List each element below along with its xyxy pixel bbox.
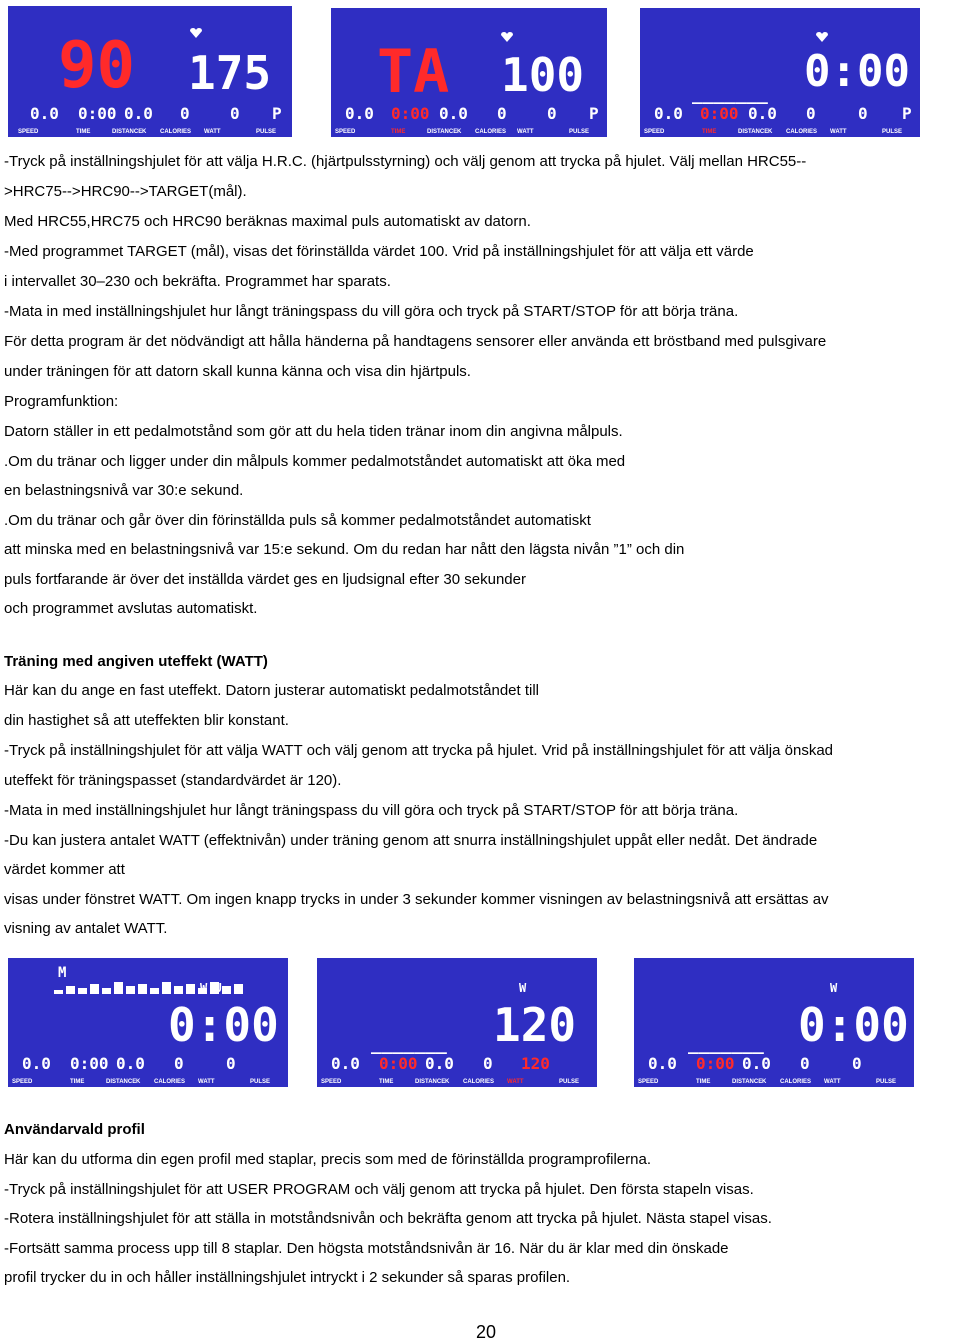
- body-line: Programfunktion:: [4, 393, 119, 410]
- speed-label: SPEED: [12, 1079, 33, 1085]
- lcd-panel-target: [331, 8, 607, 137]
- speed-label: SPEED: [644, 129, 665, 135]
- body-line: Här kan du ange en fast uteffekt. Datorn justerar automatiskt pedalmotståndet till: [4, 682, 540, 699]
- speed-label: SPEED: [321, 1079, 342, 1085]
- watt-label: WATT: [830, 129, 847, 135]
- lcd-panel-user-program: [8, 958, 288, 1087]
- time-label: TIME: [391, 129, 406, 135]
- panel-right-value: 0:00: [804, 46, 910, 97]
- watt-label: WATT: [507, 1079, 524, 1085]
- k-label: K: [762, 1079, 767, 1085]
- body-line: din hastighet så att uteffekten blir konstant.: [4, 712, 289, 729]
- time-value: 0:00: [78, 104, 117, 123]
- body-line: -Tryck på inställningshjulet för att välja WATT och välj genom att trycka på hjulet. Vrid på inställningshjulet för att välja önskad: [4, 742, 833, 759]
- section-heading: Träning med angiven uteffekt (WATT): [4, 653, 268, 670]
- distance-label: DISTANCE: [415, 1079, 446, 1085]
- body-line: -Mata in med inställningshjulet hur långt träningspass du vill göra och tryck på START/STOP för att börja träna.: [4, 802, 739, 819]
- k-label: K: [445, 1079, 450, 1085]
- distance-label: DISTANCE: [427, 129, 458, 135]
- panel-big-value: 0:00: [168, 998, 279, 1052]
- time-value: 0:00: [70, 1054, 109, 1073]
- watt-value: 0: [230, 104, 240, 123]
- speed-value: 0.0: [345, 104, 374, 123]
- speed-value: 0.0: [648, 1054, 677, 1073]
- time-label: TIME: [379, 1079, 394, 1085]
- pulse-label: PULSE: [559, 1079, 580, 1085]
- time-label: TIME: [70, 1079, 85, 1085]
- watt-value: 120: [521, 1054, 550, 1073]
- calories-label: CALORIES: [786, 129, 818, 135]
- distance-value: 0.0: [124, 104, 153, 123]
- body-line: puls fortfarande är över det inställda värdet ges en ljudsignal efter 30 sekunder: [4, 571, 526, 588]
- level-dashes: _______: [371, 1034, 447, 1055]
- time-value: 0:00: [700, 104, 739, 123]
- pulse-value: P: [902, 104, 912, 123]
- body-line: >HRC75-->HRC90-->TARGET(mål).: [4, 183, 247, 200]
- speed-label: SPEED: [638, 1079, 659, 1085]
- level-dashes: _______: [692, 84, 768, 105]
- distance-value: 0.0: [116, 1054, 145, 1073]
- pulse-label: PULSE: [250, 1079, 271, 1085]
- body-line: .Om du tränar och går över din förinställda puls så kommer pedalmotståndet automatiskt: [4, 512, 591, 529]
- distance-label: DISTANCE: [112, 129, 143, 135]
- body-line: visning av antalet WATT.: [4, 920, 168, 937]
- watt-value: 0: [547, 104, 557, 123]
- distance-value: 0.0: [742, 1054, 771, 1073]
- body-line: -Tryck på inställningshjulet för att USER PROGRAM och välj genom att trycka på hjulet. Den första stapeln visas.: [4, 1181, 754, 1198]
- body-line: -Du kan justera antalet WATT (effektnivån) under träning genom att snurra inställningshjulet uppåt eller nedåt. Det ändrade: [4, 832, 818, 849]
- distance-label: DISTANCE: [738, 129, 769, 135]
- body-line: i intervallet 30–230 och bekräfta. Programmet har sparats.: [4, 273, 391, 290]
- body-line: .Om du tränar och ligger under din målpuls kommer pedalmotståndet automatiskt att öka med: [4, 453, 626, 470]
- calories-label: CALORIES: [463, 1079, 495, 1085]
- calories-label: CALORIES: [154, 1079, 186, 1085]
- body-line: att minska med en belastningsnivå var 15:e sekund. Om du redan har nått den lägsta nivån ”1” och din: [4, 541, 685, 558]
- calories-value: 0: [174, 1054, 184, 1073]
- page-number: 20: [476, 1322, 497, 1342]
- body-line: För detta program är det nödvändigt att hålla händerna på handtagens sensorer eller använda ett bröstband med pulsgivare: [4, 333, 827, 350]
- lcd-panel-time: [640, 8, 920, 137]
- level-dashes: _______: [688, 1034, 764, 1055]
- body-line: visas under fönstret WATT. Om ingen knapp trycks in under 3 sekunder kommer visningen av belastningsnivå att ersättas av: [4, 891, 829, 908]
- watt-value: 0: [852, 1054, 862, 1073]
- calories-label: CALORIES: [475, 129, 507, 135]
- panel-big-value: 0:00: [798, 998, 909, 1052]
- body-line: -Med programmet TARGET (mål), visas det förinställda värdet 100. Vrid på inställningshjulet för att välja ett värde: [4, 243, 754, 260]
- calories-value: 0: [180, 104, 190, 123]
- calories-value: 0: [806, 104, 816, 123]
- panel-big-value: 90: [58, 29, 136, 103]
- program-letter: M: [58, 965, 67, 981]
- distance-label: DISTANCE: [106, 1079, 137, 1085]
- panel-right-value: 100: [501, 48, 585, 102]
- body-line: under träningen för att datorn skall kunna känna och visa din hjärtpuls.: [4, 363, 471, 380]
- distance-value: 0.0: [425, 1054, 454, 1073]
- pulse-label: PULSE: [882, 129, 903, 135]
- lcd-panel-watt-time: [634, 958, 914, 1087]
- calories-value: 0: [483, 1054, 493, 1073]
- distance-value: 0.0: [748, 104, 777, 123]
- lcd-panel-hrc90: [8, 6, 292, 137]
- watt-label: WATT: [198, 1079, 215, 1085]
- mode-marks: W U: [200, 981, 222, 995]
- body-line: Här kan du utforma din egen profil med staplar, precis som med de förinställda programprofilerna.: [4, 1151, 651, 1168]
- speed-label: SPEED: [18, 129, 39, 135]
- pulse-label: PULSE: [569, 129, 590, 135]
- calories-value: 0: [800, 1054, 810, 1073]
- k-label: K: [768, 129, 773, 135]
- time-value: 0:00: [391, 104, 430, 123]
- watt-value: 0: [858, 104, 868, 123]
- speed-label: SPEED: [335, 129, 356, 135]
- calories-value: 0: [497, 104, 507, 123]
- section-heading: Användarvald profil: [4, 1121, 145, 1138]
- body-line: profil trycker du in och håller inställningshjulet intryckt i 2 sekunder så sparas profilen.: [4, 1269, 571, 1286]
- time-value: 0:00: [696, 1054, 735, 1073]
- pulse-value: P: [272, 104, 282, 123]
- k-label: K: [136, 1079, 141, 1085]
- time-label: TIME: [696, 1079, 711, 1085]
- heart-icon: [816, 32, 828, 42]
- body-line: Datorn ställer in ett pedalmotstånd som gör att du hela tiden tränar inom din angivna målpuls.: [4, 423, 623, 440]
- mode-marks: W: [830, 981, 838, 995]
- heart-icon: [190, 28, 202, 38]
- speed-value: 0.0: [22, 1054, 51, 1073]
- watt-label: WATT: [824, 1079, 841, 1085]
- distance-value: 0.0: [439, 104, 468, 123]
- calories-label: CALORIES: [160, 129, 192, 135]
- pulse-label: PULSE: [876, 1079, 897, 1085]
- body-line: -Tryck på inställningshjulet för att välja H.R.C. (hjärtpulsstyrning) och välj genom att trycka på hjulet. Välj mellan HRC55--: [4, 153, 807, 170]
- k-label: K: [457, 129, 462, 135]
- pulse-value: P: [589, 104, 599, 123]
- body-line: uteffekt för träningspasset (standardvärdet är 120).: [4, 772, 342, 789]
- time-label: TIME: [76, 129, 91, 135]
- body-line: -Rotera inställningshjulet för att ställa in motståndsnivån och bekräfta genom att trycka på hjulet. Nästa stapel visas.: [4, 1210, 772, 1227]
- speed-value: 0.0: [30, 104, 59, 123]
- body-line: en belastningsnivå var 30:e sekund.: [4, 482, 244, 499]
- panel-right-value: 175: [188, 46, 272, 100]
- lcd-panel-watt-set: [317, 958, 597, 1087]
- body-line: Med HRC55,HRC75 och HRC90 beräknas maximal puls automatiskt av datorn.: [4, 213, 531, 230]
- time-value: 0:00: [379, 1054, 418, 1073]
- body-line: värdet kommer att: [4, 861, 125, 878]
- watt-value: 0: [226, 1054, 236, 1073]
- body-line: och programmet avslutas automatiskt.: [4, 600, 258, 617]
- body-line: -Mata in med inställningshjulet hur långt träningspass du vill göra och tryck på START/STOP för att börja träna.: [4, 303, 739, 320]
- heart-icon: [501, 32, 513, 42]
- speed-value: 0.0: [331, 1054, 360, 1073]
- panel-big-value: 120: [493, 998, 577, 1052]
- watt-label: WATT: [517, 129, 534, 135]
- mode-marks: W: [519, 981, 527, 995]
- speed-value: 0.0: [654, 104, 683, 123]
- watt-label: WATT: [204, 129, 221, 135]
- panel-big-value: TA: [377, 37, 450, 107]
- time-label: TIME: [702, 129, 717, 135]
- distance-label: DISTANCE: [732, 1079, 763, 1085]
- calories-label: CALORIES: [780, 1079, 812, 1085]
- k-label: K: [142, 129, 147, 135]
- body-line: -Fortsätt samma process upp till 8 staplar. Den högsta motståndsnivån är 16. När du är klar med din önskade: [4, 1240, 729, 1257]
- profile-bars: [54, 978, 274, 994]
- pulse-label: PULSE: [256, 129, 277, 135]
